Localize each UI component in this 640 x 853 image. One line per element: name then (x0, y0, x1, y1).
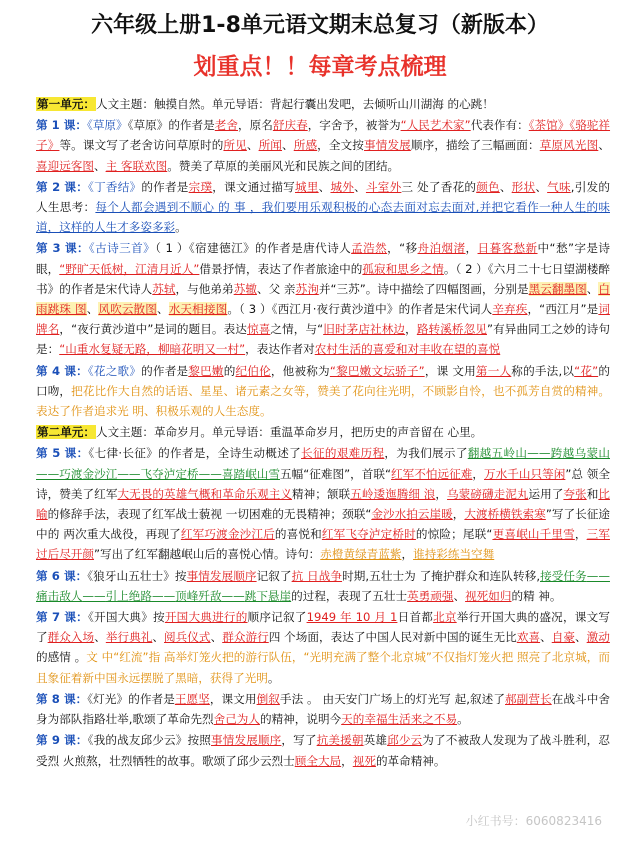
seg: 《草原》 (87, 118, 128, 133)
seg: 日首都 (397, 610, 434, 625)
seg: “花” (574, 363, 599, 378)
seg: 夸张 (563, 486, 587, 501)
seg: 、 (246, 138, 259, 153)
seg: 万水千山只等闲 (484, 466, 566, 481)
review-content (36, 94, 610, 772)
seg: 喜迎远客图 (36, 158, 94, 173)
seg: 欢喜 (516, 630, 541, 645)
seg: 并“三苏”。诗中描绘了四幅图画，分别是 (318, 281, 529, 296)
seg: 北京 (433, 610, 457, 625)
seg: 举行开国大典的盛况，课文写了 (36, 610, 610, 645)
unit-label: 第一单元： (37, 97, 95, 111)
seg: 苏辙 (233, 281, 257, 296)
seg: 痛击敌人 (36, 588, 83, 603)
seg: （ 1 ）《宿建德江》的作者是唐代诗人 (155, 241, 352, 256)
seg: 词牌名 (36, 302, 610, 337)
seg: 旧时茅店社林边 (323, 322, 406, 337)
lesson-4 (36, 361, 610, 422)
seg: 的作者是 (141, 179, 189, 194)
seg: 孟浩然 (351, 241, 388, 256)
seg: 每个人都会遇到不顺心 的 事 ，我们要用乐观积极的心态去面对忘去面对,并把它看作一种人生的味道，这样的人生才多姿多彩 (36, 200, 610, 235)
seg: 郝副营长 (505, 691, 552, 706)
seg: 开国大典进行的 (164, 610, 248, 625)
seg: ，全文按 (317, 138, 365, 153)
seg: ， (341, 753, 353, 768)
seg: 抗 日战争 (291, 568, 343, 583)
seg: 、 (453, 588, 466, 603)
seg: 城外 (330, 179, 355, 194)
seg: 跳下悬崖 (244, 588, 292, 603)
seg: 、 (540, 630, 552, 645)
seg: ，全诗生动概述了 (205, 446, 302, 461)
seg: 金沙水拍云崖暖 (371, 507, 453, 522)
seg: 、 (282, 138, 294, 153)
seg: 大渡桥横铁索寒 (464, 507, 546, 522)
lesson-7 (36, 607, 610, 688)
seg: 所见 (223, 138, 247, 153)
seg: 大无畏的英雄气概和革命乐观主义 (117, 486, 293, 501)
seg: 天的幸福生活来之不易 (341, 712, 458, 727)
seg: 激动 (586, 630, 610, 645)
seg: 时期,五壮士为 了掩护群众和连队转移, (342, 568, 541, 583)
seg: 引上绝路 (105, 588, 152, 603)
seg: 顺序，描绘了三幅画面： (410, 138, 540, 153)
seg: 。 (457, 712, 469, 727)
seg: 抗美援朝 (316, 733, 364, 748)
seg: 黑云翻墨图 (528, 281, 587, 296)
seg: 辛弃疾 (492, 302, 528, 317)
seg: 代表作有： (470, 118, 529, 133)
seg: ，课 文用 (424, 363, 476, 378)
seg: —— (151, 588, 176, 603)
lesson-label: 第 8 课： (36, 691, 88, 706)
seg: 白雨跳珠 图 (36, 281, 610, 317)
seg: 群众入场 (47, 630, 95, 645)
seg: 顶峰歼敌 (175, 588, 222, 603)
seg: 长征的艰难历程 (301, 446, 385, 461)
page-subtitle: 划重点！！每章考点梳理 (193, 54, 447, 80)
seg: 《草原》的作者是 (127, 118, 215, 133)
seg: ，课文用 (209, 691, 257, 706)
seg: ，原名 (238, 118, 273, 133)
seg: 等。课文写了老舍访问草原时的 (59, 138, 224, 153)
seg: 苏轼 (152, 281, 176, 296)
seg: 更喜岷山千里雪 (492, 527, 575, 542)
seg: 之情，与“ (270, 322, 324, 337)
seg: 和 (586, 486, 599, 501)
seg: ， (405, 322, 417, 337)
seg: 事情发展顺序 (186, 568, 257, 583)
seg: 翻越五岭山——跨越乌蒙山——巧渡金沙江——飞夺泸定桥——喜踏岷山雪 (36, 446, 610, 481)
seg: ，为我们展示了 (384, 446, 468, 461)
lesson-label: 第 7 课： (36, 610, 88, 625)
seg: 事情发展顺序 (210, 733, 282, 748)
seg: 水天相接图 (168, 302, 228, 317)
seg: 城里 (295, 179, 319, 194)
lesson-9 (36, 730, 610, 770)
seg: 手法 。 由天安门广场上的灯光写 起,叙述了 (279, 691, 506, 706)
seg: 借景抒情，表达了作者旅途中的 (199, 261, 363, 276)
seg: 乌蒙磅礴走泥丸 (447, 486, 529, 501)
seg: 、 (93, 158, 106, 173)
seg: 称的手法,以 (511, 363, 575, 378)
seg: 阅兵仪式 (164, 630, 211, 645)
seg: 风吹云散图 (98, 302, 157, 317)
seg: 舍己为人 (213, 712, 260, 727)
seg: ”写了长征途中的 两次重大战役，再现了 (36, 507, 610, 542)
seg: 形状 (511, 179, 536, 194)
seg: ， (452, 507, 465, 522)
lesson-label: 第 2 课： (36, 179, 89, 194)
seg: 在战斗中舍身为部队指路壮举,歌颂了革命先烈 (36, 691, 610, 727)
seg: 、 (535, 179, 548, 194)
seg: ，“移 (387, 241, 418, 256)
seg: 接受任务 (540, 568, 587, 583)
seg: 红军巧渡金沙江后 (180, 527, 275, 542)
seg: 中“愁”字是诗眼， (36, 241, 610, 276)
seg: 的精 神。 (511, 588, 562, 603)
page-title: 六年级上册1-8单元语文期末总复习（新版本） (91, 13, 549, 38)
seg: 。（ 3 ）《西江月·夜行黄沙道中》的作者是宋代词人 (227, 302, 493, 317)
unit-2-intro (36, 422, 610, 442)
seg: 日暮客愁新 (477, 241, 538, 256)
lesson-6 (36, 566, 610, 606)
seg: 的 (223, 363, 236, 378)
lesson-8 (36, 689, 610, 729)
seg: 路转溪桥忽见 (416, 322, 487, 337)
watermark: 小红书号：6060823416 (465, 814, 602, 828)
seg: ”总 领全诗，赞美了红军 (36, 466, 610, 501)
seg: 主 客联欢图 (105, 158, 168, 173)
seg: 《七律·长征》的作者是 (88, 446, 206, 461)
seg: ， (574, 527, 587, 542)
seg: 的惊险；尾联“ (415, 527, 493, 542)
seg: 的感情 。 (36, 650, 87, 665)
seg: 纪伯伦 (235, 363, 271, 378)
unit-text: 人文主题：触摸自然。单元导语：背起行囊出发吧，去倾听山川湖海 的心跳！ (95, 97, 494, 111)
seg: 《茶馆》《骆驼祥子》 (36, 118, 611, 153)
seg: 倒叙 (256, 691, 280, 706)
lesson-5 (36, 443, 610, 564)
seg: 。 (267, 670, 280, 685)
seg: 群众游行 (222, 630, 269, 645)
seg: ，与他弟弟 (175, 281, 234, 296)
seg: —— (82, 588, 106, 603)
seg: 孤寂和思乡之情 (362, 261, 444, 276)
seg: 。（ 2 ）《六月二十七日望湖楼醉书》的作者是宋代诗人 (36, 261, 610, 296)
seg: 1949 年 10 月 1 (306, 610, 398, 625)
seg: 颜色 (476, 179, 500, 194)
seg: ，字舍予，被誉为 (307, 118, 401, 133)
seg: 英勇顽强 (407, 588, 454, 603)
seg: 谁持彩练当空舞 (413, 547, 495, 562)
lesson-label: 第 1 课： (36, 118, 88, 133)
seg: ”写出了红军翻越岷山后的喜悦心情。诗句： (93, 547, 321, 562)
seg: 、 (586, 281, 599, 296)
seg: 宗璞 (188, 179, 213, 194)
seg: —— (221, 588, 245, 603)
seg: 《我的战友邱少云》按照 (87, 733, 211, 748)
seg: ,引发的人生思考： (36, 179, 610, 215)
seg: 。赞美了草原的美丽风光和民族之间的团结。 (167, 158, 400, 173)
seg: 的喜悦和 (274, 527, 322, 542)
seg: 、 (598, 138, 610, 153)
lesson-label: 第 5 课： (36, 446, 89, 461)
seg: 斗室外 (365, 179, 402, 194)
seg: ，课文通过描写 (212, 179, 295, 194)
seg: ， (472, 466, 485, 481)
lesson-3 (36, 238, 610, 359)
seg: 、 (152, 630, 165, 645)
seg: 三 处了香花的 (401, 179, 477, 194)
seg: 《灯光》的作者是 (87, 691, 175, 706)
seg: 运用了 (528, 486, 564, 501)
seg: 邱少云 (387, 733, 423, 748)
seg: 五幅“征难图”，首联“ (279, 466, 392, 481)
seg: 三军过后尽开颜 (36, 527, 610, 562)
seg: 为了不被敌人发现为了战斗胜利，忍受烈 火煎熬，壮烈牺牲的故事。歌颂了邱少云烈士 (36, 733, 610, 768)
seg: 。 (175, 220, 187, 235)
lesson-label: 第 6 课： (36, 568, 88, 583)
seg: 、 (575, 630, 587, 645)
seg: ，“夜行黄沙道中”是词的题目。表达 (59, 322, 247, 337)
seg: 《丁香结》 (88, 179, 142, 194)
seg: 视死 (352, 753, 376, 768)
seg: ， (435, 486, 448, 501)
seg: 五岭逶迤腾细 浪 (350, 486, 436, 501)
seg: ”有异曲同工之妙的诗句是： (36, 322, 610, 357)
seg: 的 口吻， (36, 363, 610, 398)
seg: 、父 亲 (256, 281, 296, 296)
seg: 举行典礼 (105, 630, 153, 645)
seg: 把花比作大自然的话语、星星、诸元素之女等，赞美了花向往光明，不顾影自怜，也不孤芳自赏的精神。 表达了作者追求光 明、积极乐观的人生态度。 (36, 383, 610, 419)
seg: 记叙了 (256, 568, 292, 583)
seg: 事情发展 (364, 138, 411, 153)
seg: 《花之歌》 (87, 363, 142, 378)
seg: 《开国大典》按 (88, 610, 165, 625)
seg: 舟泊烟渚 (417, 241, 466, 256)
seg: 苏洵 (295, 281, 319, 296)
seg: 视死如归 (465, 588, 512, 603)
unit-label: 第二单元： (37, 425, 95, 440)
seg: 红军不怕远征难 (391, 466, 473, 481)
seg: 精神；颔联 (292, 486, 351, 501)
seg: 的过程，表现了五壮士 (291, 588, 408, 603)
seg: ， (465, 241, 478, 256)
seg: 顺序记叙了 (247, 610, 307, 625)
seg: ，他被称为 (270, 363, 330, 378)
seg: “山重水复疑无路，柳暗花明又一村” (59, 342, 246, 357)
seg: ，表达作者对 (245, 342, 315, 357)
seg: 农村生活的喜爱和对丰收在望的喜悦 (314, 342, 501, 357)
seg: 英雄 (363, 733, 388, 748)
lesson-label: 第 4 课： (36, 363, 88, 378)
seg: 所感 (293, 138, 318, 153)
seg: 《古诗三首》 (88, 241, 156, 256)
seg: 第一人 (475, 363, 512, 378)
seg: 黎巴嫩 (188, 363, 224, 378)
seg: 的精神，说明今 (259, 712, 342, 727)
seg: 红军飞夺泸定桥时 (321, 527, 416, 542)
seg: 的修辞手法，表现了红军战士藐视 一切困难的无畏精神；颈联“ (47, 507, 372, 522)
seg: 赤橙黄绿青蓝紫 (320, 547, 402, 562)
seg: 顾全大局 (294, 753, 342, 768)
seg: 比喻 (36, 486, 610, 522)
seg: “野旷天低树，江清月近人” (59, 261, 200, 276)
lesson-label: 第 9 课： (36, 733, 88, 748)
seg: 《狼牙山五壮士》按 (87, 568, 187, 583)
seg: ，写了 (281, 733, 317, 748)
seg: 气味 (547, 179, 571, 194)
seg: “黎巴嫩文坛骄子” (329, 363, 425, 378)
seg: 、 (157, 302, 169, 317)
seg: 的革命精神。 (375, 753, 446, 768)
seg: 文 中“红流”指 高举灯笼火把的游行队伍，“光明充满了整个北京城”不仅指灯笼火把 照亮了北京城，而且象征着新中国永远摆脱了黑暗，获得了光明 (36, 650, 610, 685)
seg: 的作者是 (141, 363, 189, 378)
seg: 所闻 (258, 138, 283, 153)
unit-text: 人文主题：革命岁月。单元导语：重温革命岁月，把历史的声音留在 心里。 (95, 425, 483, 440)
seg: 自豪 (551, 630, 576, 645)
seg: 舒庆春 (272, 118, 308, 133)
unit-1-intro (36, 94, 610, 114)
seg: 四 个场面，表达了中国人民对新中国的诞生无比 (268, 630, 517, 645)
seg: 、 (86, 302, 99, 317)
seg: 老舍 (214, 118, 238, 133)
seg: ，“西江月”是 (527, 302, 599, 317)
seg: 、 (354, 179, 366, 194)
lesson-label: 第 3 课： (36, 241, 89, 256)
seg: —— (586, 568, 610, 583)
seg: 草原风光图 (539, 138, 599, 153)
seg: ， (401, 547, 414, 562)
seg: 、 (94, 630, 106, 645)
seg: 、 (318, 179, 331, 194)
lesson-1 (36, 115, 610, 176)
seg: “人民艺术家” (400, 118, 471, 133)
seg: 王愿坚 (174, 691, 210, 706)
seg: 、 (210, 630, 223, 645)
lesson-2 (36, 177, 610, 238)
seg: 、 (499, 179, 512, 194)
seg: 惊喜 (247, 322, 271, 337)
